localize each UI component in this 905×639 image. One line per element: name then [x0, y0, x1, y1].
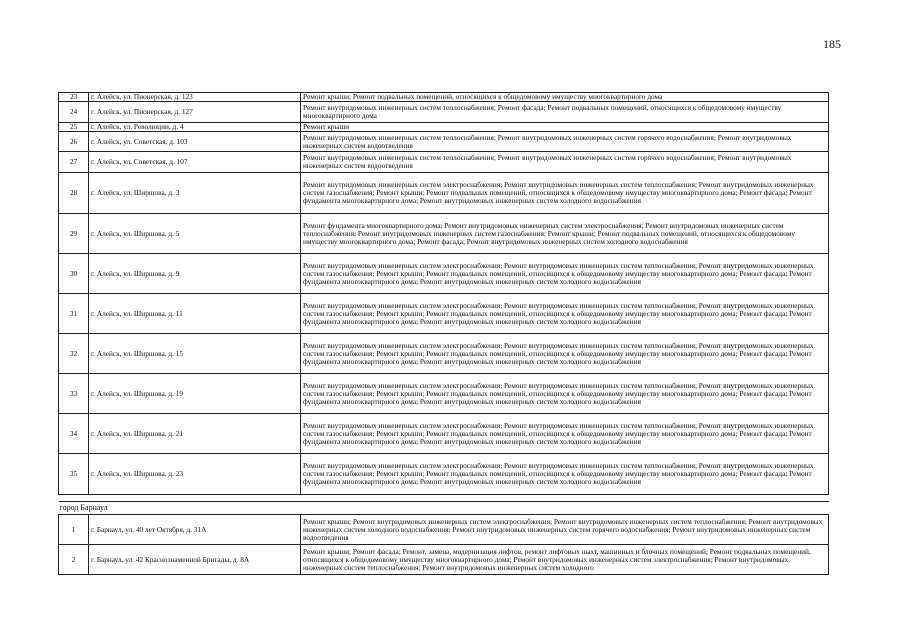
works-cell: Ремонт крыши; Ремонт фасада; Ремонт, замена, модернизация лифтов, ремонт лифтовых шахт, машинных и блочных помещений; Ремонт подвальных помещений, относящихся к общедомовому имуществу многоквартирного дома; Ремонт внутридомовых инженерных систем электроснабжения; Ремонт внутридомовых инженерных систем теплоснабжения; Ремонт внутридомовых инженерных систем холодного [301, 545, 829, 575]
address-cell: г. Алейск, ул. Ширшова, д. 23 [89, 454, 301, 495]
address-cell: г. Барнаул, ул. 40 лет Октября, д. 31А [89, 515, 301, 545]
table-row [59, 102, 829, 123]
table-row [59, 334, 829, 374]
row-number: 26 [59, 132, 89, 152]
address-cell: г. Алейск, ул. Ширшова, д. 11 [89, 294, 301, 334]
table-row [59, 515, 829, 545]
row-number: 30 [59, 254, 89, 294]
works-cell: Ремонт внутридомовых инженерных систем электроснабжения; Ремонт внутридомовых инженерных систем теплоснабжения; Ремонт внутридомовых инженерных систем газоснабжения; Ремонт крыши; Ремонт подвальных помещений, относящихся к общедомовому имуществу многоквартирного дома; Ремонт фасада; Ремонт фундамента многоквартирного дома; Ремонт внутридомовых инженерных систем холодного водоснабжения [301, 454, 829, 495]
table-row [59, 254, 829, 294]
works-cell: Ремонт внутридомовых инженерных систем электроснабжения; Ремонт внутридомовых инженерных систем теплоснабжения; Ремонт внутридомовых инженерных систем газоснабжения; Ремонт крыши; Ремонт подвальных помещений, относящихся к общедомовому имуществу многоквартирного дома; Ремонт фасада; Ремонт фундамента многоквартирного дома; Ремонт внутридомовых инженерных систем холодного водоснабжения [301, 374, 829, 414]
section-row [59, 502, 829, 515]
address-cell: г. Барнаул, ул. 42 Краснознаменной Бригады, д. 8А [89, 545, 301, 575]
address-cell: г. Алейск, ул. Советская, д. 107 [89, 152, 301, 173]
row-number: 2 [59, 545, 89, 575]
works-cell: Ремонт фундамента многоквартирного дома; Ремонт внутридомовых инженерных систем электроснабжения; Ремонт внутридомовых инженерных систем теплоснабжения; Ремонт внутридомовых инженерных систем газоснабжения; Ремонт крыши; Ремонт подвальных помещений, относящихся к общедомовому имуществу многоквартирного дома; Ремонт фасада; Ремонт внутридомовых инженерных систем холодного водоснабжения [301, 214, 829, 254]
row-number: 32 [59, 334, 89, 374]
section-title: город Барнаул [59, 502, 829, 515]
works-cell: Ремонт внутридомовых инженерных систем электроснабжения; Ремонт внутридомовых инженерных систем теплоснабжения; Ремонт внутридомовых инженерных систем газоснабжения; Ремонт крыши; Ремонт подвальных помещений, относящихся к общедомовому имуществу многоквартирного дома; Ремонт фасада; Ремонт фундамента многоквартирного дома; Ремонт внутридомовых инженерных систем холодного водоснабжения [301, 334, 829, 374]
row-number: 35 [59, 454, 89, 495]
table-body-barnaul [59, 515, 829, 575]
works-cell: Ремонт внутридомовых инженерных систем теплоснабжения; Ремонт фасада; Ремонт подвальных помещений, относящихся к общедомовому имуществу многоквартирного дома [301, 102, 829, 123]
row-number: 33 [59, 374, 89, 414]
works-cell: Ремонт внутридомовых инженерных систем электроснабжения; Ремонт внутридомовых инженерных систем теплоснабжения; Ремонт внутридомовых инженерных систем газоснабжения; Ремонт крыши; Ремонт подвальных помещений, относящихся к общедомовому имуществу многоквартирного дома; Ремонт фасада; Ремонт фундамента многоквартирного дома; Ремонт внутридомовых инженерных систем холодного водоснабжения [301, 173, 829, 214]
row-number: 28 [59, 173, 89, 214]
address-cell: г. Алейск, ул. Пионерская, д. 123 [89, 93, 301, 102]
table-row [59, 214, 829, 254]
spacer-row [59, 495, 829, 502]
table-row [59, 414, 829, 454]
address-cell: г. Алейск, ул. Революции, д. 4 [89, 123, 301, 132]
repair-table [58, 92, 829, 575]
table-row [59, 132, 829, 152]
section-barnaul [59, 495, 829, 515]
table-row [59, 123, 829, 132]
row-number: 34 [59, 414, 89, 454]
row-number: 24 [59, 102, 89, 123]
table-row [59, 152, 829, 173]
row-number: 25 [59, 123, 89, 132]
page-number: 185 [823, 37, 841, 51]
works-cell: Ремонт внутридомовых инженерных систем электроснабжения; Ремонт внутридомовых инженерных систем теплоснабжения; Ремонт внутридомовых инженерных систем газоснабжения; Ремонт крыши; Ремонт подвальных помещений, относящихся к общедомовому имуществу многоквартирного дома; Ремонт фасада; Ремонт фундамента многоквартирного дома; Ремонт внутридомовых инженерных систем холодного водоснабжения [301, 254, 829, 294]
address-cell: г. Алейск, ул. Ширшова, д. 5 [89, 214, 301, 254]
table-row [59, 294, 829, 334]
works-cell: Ремонт крыши; Ремонт подвальных помещений, относящихся к общедомовому имуществу многоквартирного дома [301, 93, 829, 102]
address-cell: г. Алейск, ул. Ширшова, д. 15 [89, 334, 301, 374]
table-row [59, 93, 829, 102]
address-cell: г. Алейск, ул. Ширшова, д. 9 [89, 254, 301, 294]
works-cell: Ремонт крыши; Ремонт внутридомовых инженерных систем электроснабжения; Ремонт внутридомовых инженерных систем теплоснабжения; Ремонт внутридомовых инженерных систем холодного водоснабжения; Ремонт внутридомовых инженерных систем горячего водоснабжения; Ремонт внутридомовых инженерных систем водоотведения [301, 515, 829, 545]
works-cell: Ремонт крыши [301, 123, 829, 132]
row-number: 31 [59, 294, 89, 334]
table-row [59, 173, 829, 214]
row-number: 29 [59, 214, 89, 254]
address-cell: г. Алейск, ул. Ширшова, д. 19 [89, 374, 301, 414]
works-cell: Ремонт внутридомовых инженерных систем электроснабжения; Ремонт внутридомовых инженерных систем теплоснабжения; Ремонт внутридомовых инженерных систем газоснабжения; Ремонт крыши; Ремонт подвальных помещений, относящихся к общедомовому имуществу многоквартирного дома; Ремонт фасада; Ремонт фундамента многоквартирного дома; Ремонт внутридомовых инженерных систем холодного водоснабжения [301, 294, 829, 334]
table-row [59, 545, 829, 575]
address-cell: г. Алейск, ул. Пионерская, д. 127 [89, 102, 301, 123]
row-number: 23 [59, 93, 89, 102]
address-cell: г. Алейск, ул. Ширшова, д. 3 [89, 173, 301, 214]
table-row [59, 454, 829, 495]
works-cell: Ремонт внутридомовых инженерных систем теплоснабжения; Ремонт внутридомовых инженерных систем горячего водоснабжения; Ремонт внутридомовых инженерных систем водоотведения [301, 132, 829, 152]
table-row [59, 374, 829, 414]
works-cell: Ремонт внутридомовых инженерных систем теплоснабжения; Ремонт внутридомовых инженерных систем горячего водоснабжения; Ремонт внутридомовых инженерных систем водоотведения [301, 152, 829, 173]
address-cell: г. Алейск, ул. Советская, д. 103 [89, 132, 301, 152]
works-cell: Ремонт внутридомовых инженерных систем электроснабжения; Ремонт внутридомовых инженерных систем теплоснабжения; Ремонт внутридомовых инженерных систем газоснабжения; Ремонт крыши; Ремонт подвальных помещений, относящихся к общедомовому имуществу многоквартирного дома; Ремонт фасада; Ремонт фундамента многоквартирного дома; Ремонт внутридомовых инженерных систем холодного водоснабжения [301, 414, 829, 454]
address-cell: г. Алейск, ул. Ширшова, д. 21 [89, 414, 301, 454]
row-number: 1 [59, 515, 89, 545]
table-body-aleysk [59, 93, 829, 495]
row-number: 27 [59, 152, 89, 173]
